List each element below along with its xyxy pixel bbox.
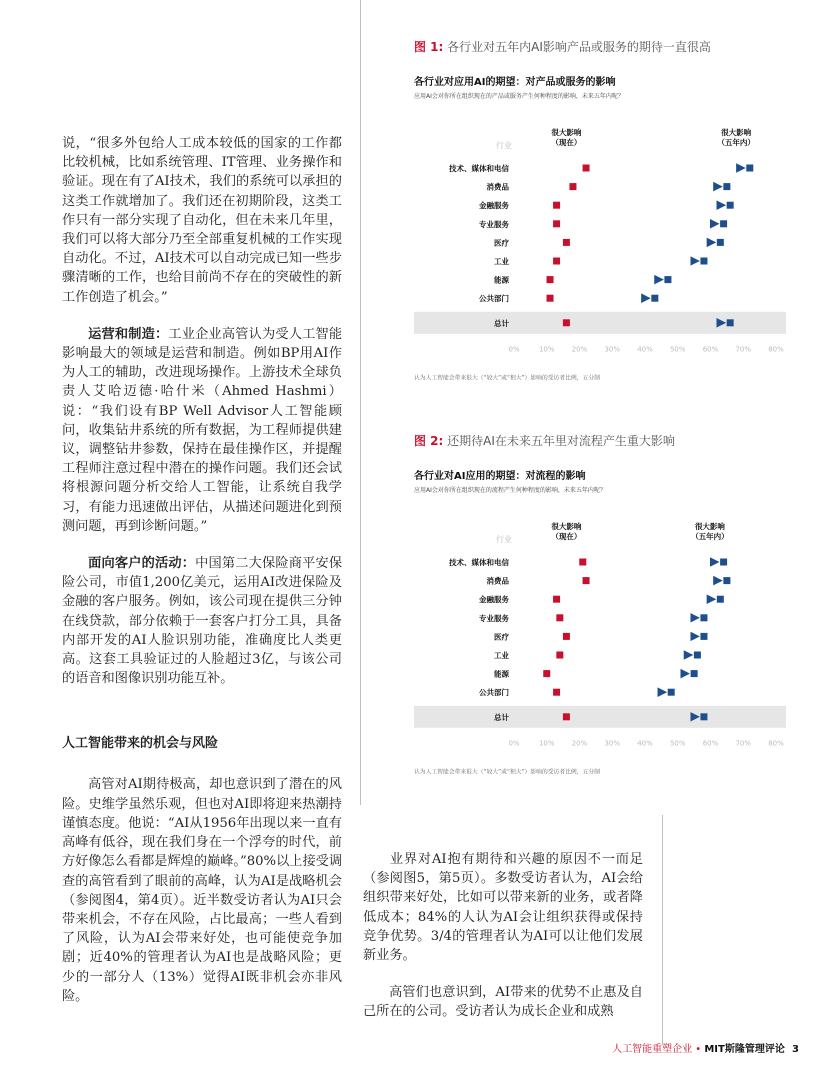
marker-future	[664, 276, 671, 283]
article-column-bottom	[363, 850, 643, 1022]
x-tick-label: 80%	[768, 739, 784, 748]
category-label: 公共部门	[479, 294, 509, 304]
marker-future	[727, 319, 734, 326]
marker-now	[583, 577, 590, 584]
legend-future-title: 很大影响	[721, 128, 752, 137]
footer-title: 人工智能重塑企业 •	[612, 1044, 705, 1055]
marker-future	[723, 577, 730, 584]
marker-future	[694, 652, 701, 659]
figure-2-chart	[414, 494, 786, 776]
row-header-label: 行业	[496, 141, 512, 150]
marker-future	[691, 670, 698, 677]
lead-operations: 运营和制造：	[88, 326, 169, 342]
category-label: 公共部门	[479, 688, 509, 698]
marker-future	[723, 183, 730, 190]
section-heading: 人工智能带来的机会与风险	[62, 736, 219, 752]
marker-now	[569, 183, 576, 190]
x-tick-label: 70%	[735, 739, 752, 748]
x-tick-label: 70%	[735, 345, 752, 354]
x-tick-label: 10%	[538, 345, 555, 354]
figure-2-title: 图 2: 还期待AI在未来五年里对流程产生重大影响	[414, 434, 675, 448]
marker-now	[556, 652, 563, 659]
lead-customer: 面向客户的活动：	[88, 556, 196, 572]
legend-future-sub: （五年内）	[717, 138, 755, 147]
legend-now-title: 很大影响	[551, 522, 582, 531]
x-tick-label: 20%	[571, 345, 588, 354]
operations-body: 工业企业高管认为受人工智能影响最大的领域是运营和制造。例如BP用AI作为人工的辅助，改进现场操作。上游技术全球负责人艾哈迈德·哈什米（Ahmed Hashmi）说：“我们设有BP Well Advisor人工智能顾问，收集钻井系统的所有数据，为工程师提供建议，调整钻井参数，保持在最佳操作区，并提醒工程师注意过程中潜在的操作问题。我们还会试将根源问题分析交给人工智能，让系统自我学习，有能力迅速做出评估，从描述问题进化到预测问题，再到诊断问题。”	[62, 326, 343, 534]
x-tick-label: 30%	[604, 345, 621, 354]
category-label: 工业	[494, 257, 509, 266]
category-label: 金融服务	[479, 201, 509, 211]
category-label: 总计	[494, 318, 509, 328]
risks-body: 高管对AI期待极高，却也意识到了潜在的风险。史维学虽然乐观，但也对AI即将迎来热潮持谨慎态度。他说：“AI从1956年出现以来一直有高峰有低谷，现在我们身在一个浮夸的时代，前方好像怎么看都是辉煌的巅峰。”80%以上接受调查的高管看到了眼前的高峰，认为AI是战略机会（参阅图4，第4页）。近半数受访者认为AI只会带来机会，不存在风险，占比最高；一些人看到了风险，认为AI会带来好处，也可能使竞争加剧；近40%的管理者认为AI也是战略风险；更少的一部分人（13%）觉得AI既非机会亦非风险。	[62, 777, 343, 1004]
marker-now	[547, 276, 554, 283]
column-divider-bottom	[662, 815, 663, 1045]
figure-2	[414, 432, 786, 776]
category-label: 能源	[494, 669, 509, 679]
paragraph-expectations	[363, 850, 643, 965]
marker-future	[717, 239, 724, 246]
marker-now	[563, 633, 570, 640]
category-label: 技术、媒体和电信	[449, 558, 509, 567]
chart-note: 认为人工智能会带来很大（“较大”或“相大”）影响的受访者比例，五分制	[414, 769, 600, 776]
marker-now	[563, 319, 570, 326]
marker-now	[553, 220, 560, 227]
x-tick-label: 60%	[702, 739, 719, 748]
expectations-body: 业界对AI抱有期待和兴趣的原因不一而足（参阅图5，第5页）。多数受访者认为，AI会给组织带来好处，比如可以带来新的业务，或者降低成本；84%的人认为AI会让组织获得或保持竞争优势。3/4的管理者认为AI可以让他们发展新业务。	[363, 852, 643, 964]
marker-now	[553, 258, 560, 265]
category-label: 技术、媒体和电信	[449, 164, 509, 173]
page-number: 3	[792, 1044, 799, 1055]
category-label: 能源	[494, 275, 509, 285]
marker-now	[563, 239, 570, 246]
category-label: 总计	[494, 712, 509, 722]
figure-1-question: 应用AI会对你所在组织现在的产品或服务产生何种程度的影响，未来五年内呢？	[414, 93, 624, 100]
x-tick-label: 40%	[637, 345, 653, 354]
marker-future	[668, 689, 675, 696]
article-column-left	[62, 134, 342, 1006]
marker-future	[651, 295, 658, 302]
category-label: 消费品	[486, 576, 509, 586]
paragraph-risks	[62, 775, 342, 1005]
figure-2-subtitle: 各行业对AI应用的期望：对流程的影响	[414, 471, 586, 482]
figure-1-chart	[414, 100, 786, 382]
paragraph-operations	[62, 325, 342, 536]
marker-now	[543, 670, 550, 677]
marker-future	[700, 633, 707, 640]
legend-now-title: 很大影响	[551, 128, 582, 137]
legend-now-sub: （现在）	[551, 138, 582, 147]
footer-brand: MIT斯隆管理评论	[704, 1044, 785, 1055]
marker-future	[700, 713, 707, 720]
row-header-label: 行业	[496, 535, 512, 544]
marker-now	[579, 559, 586, 566]
paragraph-customer	[62, 554, 342, 688]
figure-1	[414, 38, 786, 382]
legend-future-sub: （五年内）	[691, 532, 729, 541]
category-label: 专业服务	[479, 219, 509, 229]
page-footer	[612, 1040, 799, 1055]
legend-now-sub: （现在）	[551, 532, 582, 541]
chart-note: 认为人工智能会带来很大（“较大”或“相大”）影响的受访者比例，五分制	[414, 375, 600, 382]
benefits-body: 高管们也意识到，AI带来的优势不止惠及自己所在的公司。受访者认为成长企业和成熟	[363, 985, 643, 1020]
x-tick-label: 50%	[669, 739, 686, 748]
paragraph-quote: 说，“很多外包给人工成本较低的国家的工作都比较机械，比如系统管理、IT管理、业务操作和验证。现在有了AI技术，我们的系统可以承担的这类工作就增加了。我们还在初期阶段，这类工作只有一部分实现了自动化，但在未来几年里，我们可以将大部分乃至全部重复机械的工作实现自动化。不过，AI技术可以自动完成已知一些步骤清晰的工作，也给目前尚不存在的突破性的新工作创造了机会。”	[62, 136, 342, 305]
category-label: 医疗	[494, 238, 509, 248]
figure-2-question: 应用AI会对你所在组织现在的流程产生何种程度的影响，未来五年内呢？	[414, 487, 606, 494]
x-tick-label: 0%	[508, 345, 520, 354]
figure-1-subtitle: 各行业对应用AI的期望：对产品或服务的影响	[414, 77, 616, 88]
paragraph-benefits	[363, 983, 643, 1021]
legend-future-title: 很大影响	[694, 522, 725, 531]
marker-future	[720, 559, 727, 566]
marker-future	[700, 614, 707, 621]
x-tick-label: 60%	[702, 345, 719, 354]
marker-now	[563, 713, 570, 720]
x-tick-label: 10%	[538, 739, 555, 748]
x-tick-label: 80%	[768, 345, 784, 354]
marker-now	[556, 614, 563, 621]
x-tick-label: 0%	[508, 739, 520, 748]
marker-now	[553, 596, 560, 603]
customer-body: 中国第二大保险商平安保险公司，市值1,200亿美元，运用AI改进保险及金融的客户服务。例如，该公司现在提供三分钟在线贷款，部分依赖于一套客户打分工具，具备内部开发的AI人脸识别功能，准确度比人类更高。这套工具验证过的人脸超过3亿，与该公司的语音和图像识别功能互补。	[62, 556, 343, 687]
x-tick-label: 50%	[669, 345, 686, 354]
marker-now	[553, 689, 560, 696]
x-tick-label: 20%	[571, 739, 588, 748]
marker-future	[720, 220, 727, 227]
x-tick-label: 40%	[637, 739, 653, 748]
category-label: 金融服务	[479, 595, 509, 605]
marker-future	[700, 258, 707, 265]
column-divider	[360, 0, 361, 805]
marker-now	[583, 165, 590, 172]
marker-future	[717, 596, 724, 603]
x-tick-label: 30%	[604, 739, 621, 748]
category-label: 专业服务	[479, 613, 509, 623]
category-label: 医疗	[494, 632, 509, 642]
figure-1-title: 图 1: 各行业对五年内AI影响产品或服务的期待一直很高	[414, 40, 711, 54]
category-label: 消费品	[486, 182, 509, 192]
marker-now	[553, 202, 560, 209]
category-label: 工业	[494, 651, 509, 660]
marker-future	[727, 202, 734, 209]
marker-now	[547, 295, 554, 302]
marker-future	[746, 165, 753, 172]
